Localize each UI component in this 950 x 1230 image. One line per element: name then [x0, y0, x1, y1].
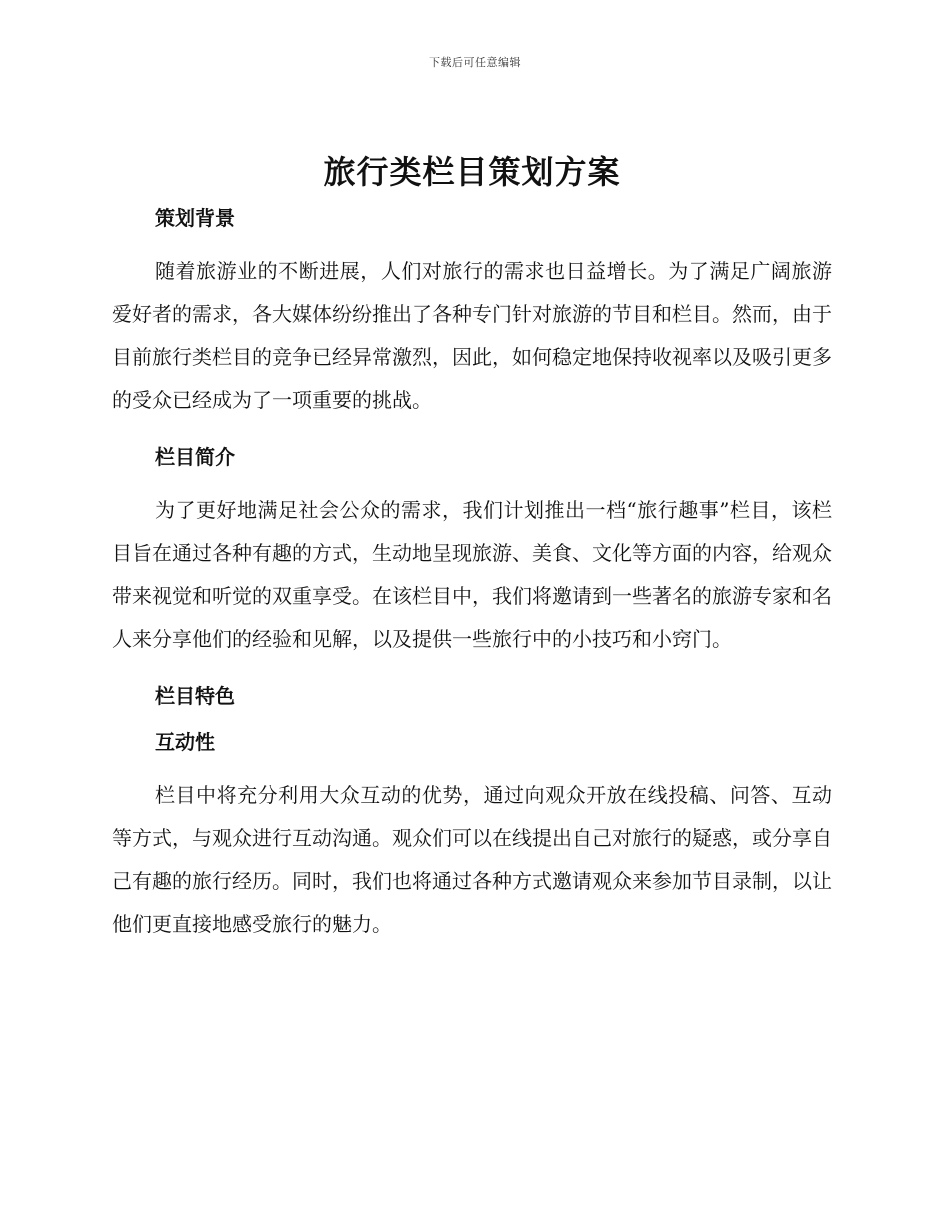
document-body — [112, 150, 832, 967]
section-features — [112, 682, 832, 710]
section-background — [112, 204, 832, 422]
section-heading: 互动性 — [155, 730, 215, 754]
document-title: 旅行类栏目策划方案 — [323, 153, 621, 191]
section-interactivity — [112, 728, 832, 946]
section-heading: 栏目特色 — [155, 684, 235, 708]
section-paragraph: 随着旅游业的不断进展，人们对旅行的需求也日益增长。为了满足广阔旅游爱好者的需求，各大媒体纷纷推出了各种专门针对旅游的节目和栏目。然而，由于目前旅行类栏目的竞争已经异常激烈，因此，如何稳定地保持收视率以及吸引更多的受众已经成为了一项重要的挑战。 — [112, 259, 832, 412]
section-paragraph: 为了更好地满足社会公众的需求，我们计划推出一档“旅行趣事”栏目，该栏目旨在通过各种有趣的方式，生动地呈现旅游、美食、文化等方面的内容，给观众带来视觉和听觉的双重享受。在该栏目中，我们将邀请到一些著名的旅游专家和名人来分享他们的经验和见解，以及提供一些旅行中的小技巧和小窍门。 — [112, 498, 832, 651]
section-heading: 栏目简介 — [155, 445, 235, 469]
section-introduction — [112, 443, 832, 661]
header-note: 下载后可任意编辑 — [429, 56, 521, 69]
section-heading: 策划背景 — [155, 206, 235, 230]
section-paragraph: 栏目中将充分利用大众互动的优势，通过向观众开放在线投稿、问答、互动等方式，与观众进行互动沟通。观众们可以在线提出自己对旅行的疑惑，或分享自己有趣的旅行经历。同时，我们也将通过各种方式邀请观众来参加节目录制，以让他们更直接地感受旅行的魅力。 — [112, 783, 832, 936]
